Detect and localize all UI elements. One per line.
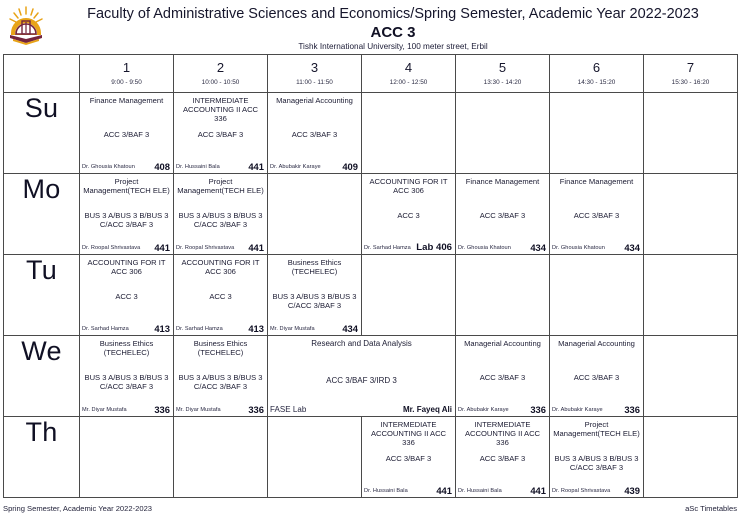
lesson-classes: ACC 3/BAF 3 [573,211,620,220]
lesson-teacher: Dr. Hussaini Bala [176,164,220,170]
lesson-classes: ACC 3/BAF 3/IRD 3 [326,376,397,385]
lesson-cell-we-3-4[interactable] [268,336,456,417]
lesson-cell-th-2[interactable] [174,417,268,498]
lesson-classes: ACC 3/BAF 3 [385,454,432,463]
period-number: 2 [216,60,225,75]
lesson-subject: Business Ethics (TECHELEC) [193,339,248,358]
period-time: 14:30 - 15:20 [577,79,616,86]
lesson-subject: Project Management(TECH ELE) [83,177,170,196]
lesson-room: 336 [248,404,264,415]
lesson-classes: ACC 3 [115,292,138,301]
lesson-cell-tu-6[interactable] [550,255,644,336]
lesson-classes: ACC 3 [397,211,420,220]
lesson-room: 441 [248,242,264,253]
lesson-room: 409 [342,161,358,172]
lesson-cell-tu-3[interactable] [268,255,362,336]
period-time: 11:00 - 11:50 [296,79,333,86]
period-time: 10:00 - 10:50 [201,79,240,86]
lesson-cell-mo-2[interactable] [174,174,268,255]
institution-subtitle: Tishk International University, 100 meter street, Erbil [298,42,488,51]
lesson-subject: Project Management(TECH ELE) [553,420,640,439]
period-header-7 [644,55,738,93]
lesson-cell-mo-5[interactable] [456,174,550,255]
lesson-cell-we-7[interactable] [644,336,738,417]
lesson-cell-we-2[interactable] [174,336,268,417]
lesson-teacher: Dr. Abubakir Karaye [270,164,321,170]
lesson-teacher: Dr. Sarhad Hamza [82,326,129,332]
period-header-2 [174,55,268,93]
lesson-room: 336 [530,404,546,415]
lesson-subject: INTERMEDIATE ACCOUNTING II ACC 336 [464,420,541,448]
lesson-classes: ACC 3/BAF 3 [573,373,620,382]
lesson-cell-we-6[interactable] [550,336,644,417]
lesson-room: Lab 406 [416,242,452,253]
lesson-room: 434 [342,323,358,334]
lesson-cell-mo-6[interactable] [550,174,644,255]
lesson-subject: Research and Data Analysis [311,339,412,348]
lesson-teacher: Mr. Fayeq Ali [402,405,452,414]
lesson-cell-we-5[interactable] [456,336,550,417]
lesson-teacher: Dr. Roopal Shrivastava [552,488,611,494]
day-row-sunday [4,93,738,174]
lesson-classes: BUS 3 A/BUS 3 B/BUS 3 C/ACC 3/BAF 3 [178,373,263,392]
university-crest-logo [6,5,46,47]
lesson-classes: BUS 3 A/BUS 3 B/BUS 3 C/ACC 3/BAF 3 [178,211,263,230]
lesson-room: 434 [530,242,546,253]
period-header-row [4,55,738,93]
lesson-classes: BUS 3 A/BUS 3 B/BUS 3 C/ACC 3/BAF 3 [554,454,639,473]
lesson-location: FASE Lab [270,405,307,414]
lesson-teacher: Dr. Ghousia Khatoun [82,164,135,170]
lesson-teacher: Mr. Diyar Mustafa [270,326,315,332]
course-code-title: ACC 3 [370,24,416,41]
lesson-teacher: Dr. Sarhad Hamza [176,326,223,332]
day-label-we: We [4,336,80,417]
lesson-teacher: Dr. Sarhad Hamza [364,245,411,251]
lesson-teacher: Dr. Hussaini Bala [364,488,408,494]
lesson-room: 413 [154,323,170,334]
lesson-cell-tu-2[interactable] [174,255,268,336]
lesson-cell-mo-3[interactable] [268,174,362,255]
lesson-classes: BUS 3 A/BUS 3 B/BUS 3 C/ACC 3/BAF 3 [272,292,357,311]
lesson-cell-tu-7[interactable] [644,255,738,336]
lesson-cell-th-1[interactable] [80,417,174,498]
lesson-teacher: Dr. Abubakir Karaye [552,407,603,413]
lesson-classes: ACC 3/BAF 3 [479,373,526,382]
lesson-room: 336 [154,404,170,415]
lesson-room: 434 [624,242,640,253]
footer-semester-label: Spring Semester, Academic Year 2022-2023 [3,504,153,513]
period-header-1 [80,55,174,93]
lesson-teacher: Dr. Abubakir Karaye [458,407,509,413]
lesson-cell-we-1[interactable] [80,336,174,417]
lesson-subject: Managerial Accounting [464,339,541,348]
lesson-cell-tu-5[interactable] [456,255,550,336]
lesson-room: 441 [248,161,264,172]
lesson-room: 441 [154,242,170,253]
lesson-cell-tu-4[interactable] [362,255,456,336]
day-row-tuesday [4,255,738,336]
footer-generator-label: aSc Timetables [685,504,737,513]
lesson-classes: ACC 3/BAF 3 [291,130,338,139]
lesson-subject: Business Ethics (TECHELEC) [287,258,342,277]
lesson-teacher: Dr. Ghousia Khatoun [458,245,511,251]
lesson-subject: ACCOUNTING FOR IT ACC 306 [87,258,166,277]
lesson-classes: ACC 3 [209,292,232,301]
lesson-subject: INTERMEDIATE ACCOUNTING II ACC 336 [370,420,447,448]
lesson-subject: ACCOUNTING FOR IT ACC 306 [369,177,448,196]
lesson-cell-mo-1[interactable] [80,174,174,255]
period-number: 7 [686,60,695,75]
lesson-teacher: Dr. Ghousia Khatoun [552,245,605,251]
lesson-subject: Managerial Accounting [276,96,353,105]
page-title: Faculty of Administrative Sciences and Economics/Spring Semester, Academic Year 2022-2023 [87,6,699,22]
period-time: 12:00 - 12:50 [389,79,428,86]
lesson-subject: Finance Management [465,177,540,186]
lesson-classes: ACC 3/BAF 3 [479,454,526,463]
lesson-room: 439 [624,485,640,496]
lesson-cell-tu-1[interactable] [80,255,174,336]
lesson-room: 441 [530,485,546,496]
period-number: 4 [404,60,413,75]
lesson-cell-su-6[interactable] [550,93,644,174]
period-header-6 [550,55,644,93]
lesson-room: 336 [624,404,640,415]
lesson-cell-su-2[interactable] [174,93,268,174]
period-number: 1 [122,60,131,75]
lesson-cell-th-4[interactable] [362,417,456,498]
period-header-3 [268,55,362,93]
lesson-teacher: Mr. Diyar Mustafa [176,407,221,413]
period-time: 15:30 - 16:20 [671,79,710,86]
day-row-monday [4,174,738,255]
lesson-subject: INTERMEDIATE ACCOUNTING II ACC 336 [182,96,259,124]
lesson-cell-su-4[interactable] [362,93,456,174]
lesson-cell-su-3[interactable] [268,93,362,174]
lesson-classes: BUS 3 A/BUS 3 B/BUS 3 C/ACC 3/BAF 3 [84,211,169,230]
lesson-classes: BUS 3 A/BUS 3 B/BUS 3 C/ACC 3/BAF 3 [84,373,169,392]
lesson-cell-th-7[interactable] [644,417,738,498]
day-label-tu: Tu [4,255,80,336]
lesson-classes: ACC 3/BAF 3 [103,130,150,139]
lesson-classes: ACC 3/BAF 3 [197,130,244,139]
lesson-cell-su-7[interactable] [644,93,738,174]
lesson-room: 408 [154,161,170,172]
timetable-grid [3,54,738,498]
lesson-subject: Managerial Accounting [558,339,635,348]
day-row-wednesday [4,336,738,417]
lesson-cell-th-5[interactable] [456,417,550,498]
lesson-cell-su-1[interactable] [80,93,174,174]
lesson-subject: Project Management(TECH ELE) [177,177,264,196]
lesson-teacher: Dr. Roopal Shrivastava [82,245,141,251]
lesson-classes: ACC 3/BAF 3 [479,211,526,220]
day-row-thursday [4,417,738,498]
lesson-cell-mo-4[interactable] [362,174,456,255]
lesson-subject: Finance Management [89,96,164,105]
lesson-cell-th-3[interactable] [268,417,362,498]
day-label-mo: Mo [4,174,80,255]
period-time: 9:00 - 9:50 [111,79,142,86]
period-header-4 [362,55,456,93]
day-label-su: Su [4,93,80,174]
page-header [0,0,740,54]
period-time: 13:30 - 14:20 [483,79,522,86]
lesson-subject: Business Ethics (TECHELEC) [99,339,154,358]
lesson-cell-th-6[interactable] [550,417,644,498]
period-header-5 [456,55,550,93]
day-label-th: Th [4,417,80,498]
lesson-subject: Finance Management [559,177,634,186]
lesson-teacher: Dr. Hussaini Bala [458,488,502,494]
lesson-teacher: Dr. Roopal Shrivastava [176,245,235,251]
period-number: 3 [310,60,319,75]
lesson-room: 441 [436,485,452,496]
period-number: 5 [498,60,507,75]
page-footer [3,504,737,513]
lesson-teacher: Mr. Diyar Mustafa [82,407,127,413]
period-number: 6 [592,60,601,75]
corner-cell [4,55,80,93]
lesson-room: 413 [248,323,264,334]
lesson-subject: ACCOUNTING FOR IT ACC 306 [181,258,260,277]
lesson-cell-su-5[interactable] [456,93,550,174]
lesson-cell-mo-7[interactable] [644,174,738,255]
